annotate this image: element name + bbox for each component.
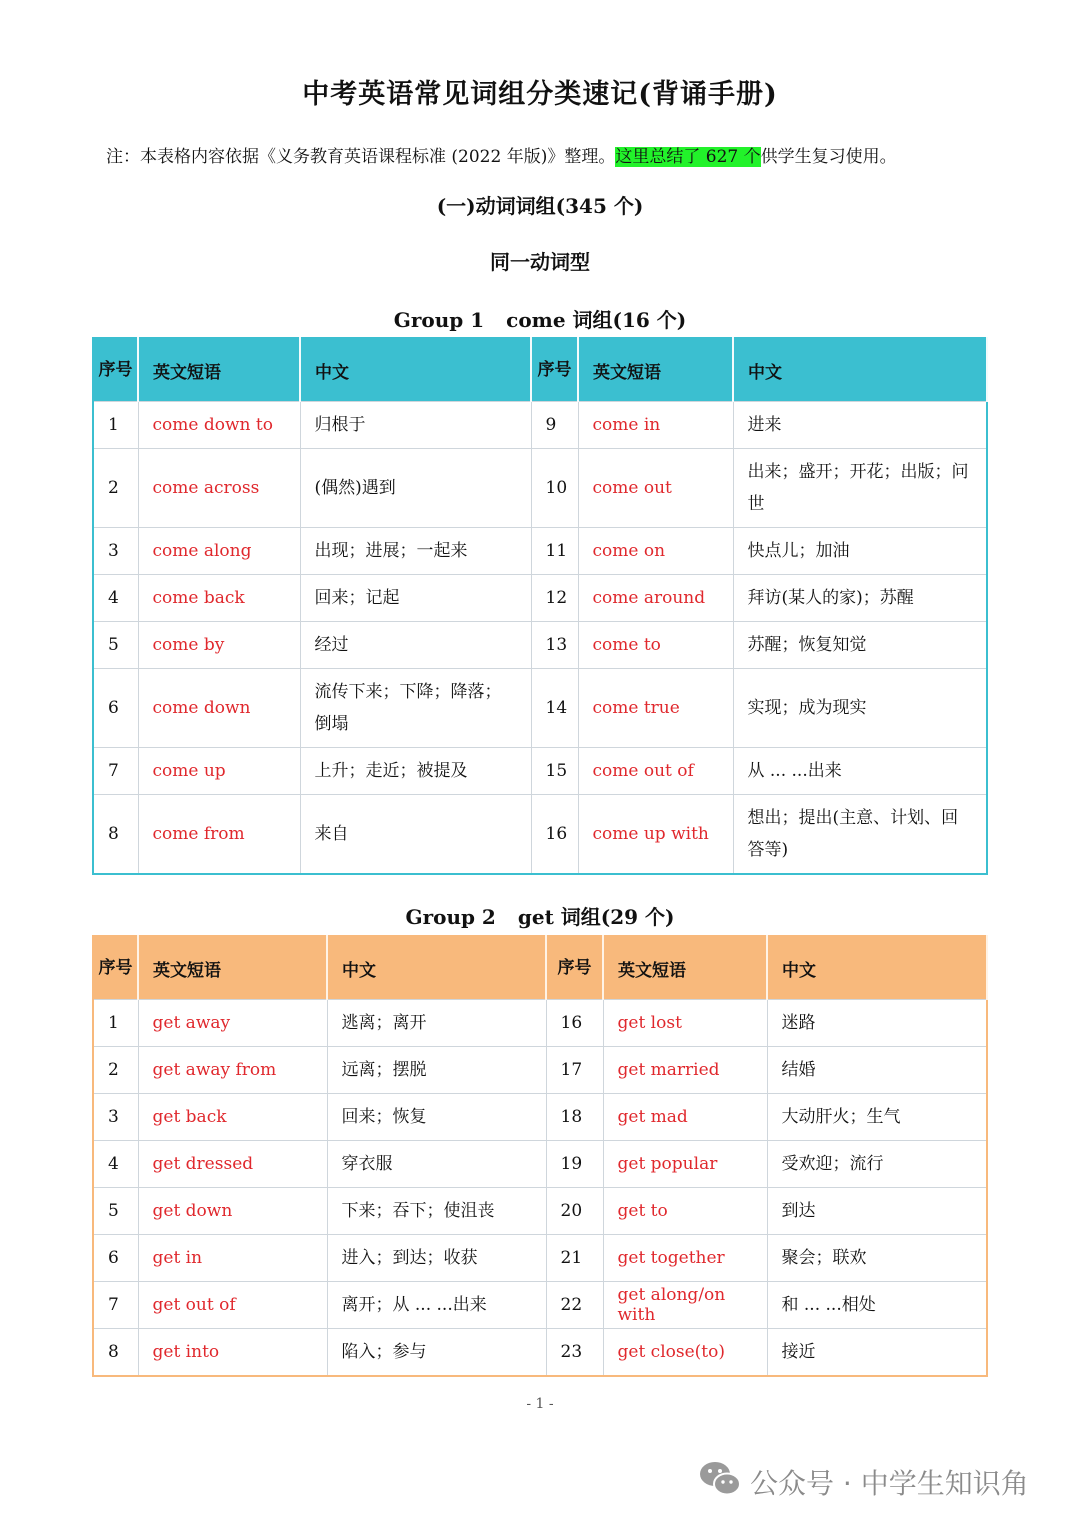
chinese-meaning: 想出；提出(主意、计划、回答等) (733, 795, 987, 874)
chinese-meaning: 迷路 (767, 1000, 987, 1047)
chinese-meaning: 结婚 (767, 1047, 987, 1094)
header-english: 英文短语 (138, 338, 300, 402)
page-number: - 1 - (526, 1396, 554, 1412)
english-phrase: get back (138, 1094, 327, 1141)
english-phrase: get close(to) (603, 1329, 767, 1376)
table-row (93, 748, 987, 795)
row-number: 4 (93, 1141, 138, 1188)
chinese-meaning: 聚会；联欢 (767, 1235, 987, 1282)
chinese-meaning: 接近 (767, 1329, 987, 1376)
group-1-title (0, 304, 1080, 333)
chinese-meaning: 实现；成为现实 (733, 669, 987, 748)
header-no: 序号 (93, 936, 138, 1000)
chinese-meaning: 从 ... ...出来 (733, 748, 987, 795)
english-phrase: get married (603, 1047, 767, 1094)
table-row (93, 449, 987, 528)
chinese-meaning: 逃离；离开 (327, 1000, 546, 1047)
chinese-meaning: 到达 (767, 1188, 987, 1235)
row-number: 6 (93, 1235, 138, 1282)
english-phrase: get lost (603, 1000, 767, 1047)
english-phrase: come to (578, 622, 733, 669)
english-phrase: get mad (603, 1094, 767, 1141)
row-number: 3 (93, 1094, 138, 1141)
wechat-icon (698, 1459, 750, 1506)
row-number: 5 (93, 622, 138, 669)
english-phrase: get away from (138, 1047, 327, 1094)
row-number: 5 (93, 1188, 138, 1235)
header-chinese: 中文 (327, 936, 546, 1000)
english-phrase: come in (578, 402, 733, 449)
chinese-meaning: 陷入；参与 (327, 1329, 546, 1376)
row-number: 13 (531, 622, 578, 669)
intro-note (106, 142, 1006, 167)
table-row (93, 575, 987, 622)
chinese-meaning: 归根于 (300, 402, 531, 449)
row-number: 14 (531, 669, 578, 748)
english-phrase: come around (578, 575, 733, 622)
chinese-meaning: 下来；吞下；使沮丧 (327, 1188, 546, 1235)
english-phrase: come down (138, 669, 300, 748)
chinese-meaning: 上升；走近；被提及 (300, 748, 531, 795)
row-number: 8 (93, 1329, 138, 1376)
table-row (93, 1047, 987, 1094)
english-phrase: come across (138, 449, 300, 528)
group-2-name: Group 2 (405, 905, 496, 929)
english-phrase: come up (138, 748, 300, 795)
table-row (93, 528, 987, 575)
table-header-row (93, 936, 987, 1000)
header-no: 序号 (93, 338, 138, 402)
chinese-meaning: 出来；盛开；开花；出版；问世 (733, 449, 987, 528)
group-2-title (0, 901, 1080, 930)
english-phrase: come along (138, 528, 300, 575)
chinese-meaning: 出现；进展；一起来 (300, 528, 531, 575)
english-phrase: come out (578, 449, 733, 528)
chinese-meaning: 穿衣服 (327, 1141, 546, 1188)
english-phrase: get popular (603, 1141, 767, 1188)
table-row (93, 1282, 987, 1329)
english-phrase: get to (603, 1188, 767, 1235)
watermark (698, 1460, 1029, 1504)
header-chinese: 中文 (300, 338, 531, 402)
header-english: 英文短语 (603, 936, 767, 1000)
row-number: 8 (93, 795, 138, 874)
group-1-subtitle: come 词组(16 个) (506, 308, 687, 332)
chinese-meaning: 快点儿；加油 (733, 528, 987, 575)
group-2-table (92, 935, 988, 1377)
row-number: 1 (93, 1000, 138, 1047)
row-number: 16 (531, 795, 578, 874)
row-number: 16 (546, 1000, 603, 1047)
header-no: 序号 (531, 338, 578, 402)
row-number: 15 (531, 748, 578, 795)
row-number: 22 (546, 1282, 603, 1329)
chinese-meaning: 流传下来；下降；降落；倒塌 (300, 669, 531, 748)
english-phrase: come back (138, 575, 300, 622)
header-no: 序号 (546, 936, 603, 1000)
row-number: 12 (531, 575, 578, 622)
english-phrase: come from (138, 795, 300, 874)
english-phrase: get into (138, 1329, 327, 1376)
group-1-name: Group 1 (393, 308, 485, 332)
row-number: 23 (546, 1329, 603, 1376)
header-english: 英文短语 (578, 338, 733, 402)
watermark-text: 公众号 · 中学生知识角 (750, 1467, 1029, 1500)
english-phrase: come by (138, 622, 300, 669)
chinese-meaning: 远离；摆脱 (327, 1047, 546, 1094)
english-phrase: get dressed (138, 1141, 327, 1188)
table-row (93, 622, 987, 669)
chinese-meaning: 经过 (300, 622, 531, 669)
chinese-meaning: 离开；从 ... ...出来 (327, 1282, 546, 1329)
english-phrase: get together (603, 1235, 767, 1282)
note-highlight: 这里总结了 627 个 (615, 147, 761, 167)
table-row (93, 669, 987, 748)
table-row (93, 1141, 987, 1188)
row-number: 7 (93, 1282, 138, 1329)
row-number: 20 (546, 1188, 603, 1235)
row-number: 2 (93, 1047, 138, 1094)
chinese-meaning: 苏醒；恢复知觉 (733, 622, 987, 669)
row-number: 7 (93, 748, 138, 795)
table-header-row (93, 338, 987, 402)
english-phrase: come true (578, 669, 733, 748)
row-number: 11 (531, 528, 578, 575)
table-row (93, 1000, 987, 1047)
chinese-meaning: 和 ... ...相处 (767, 1282, 987, 1329)
chinese-meaning: 回来；恢复 (327, 1094, 546, 1141)
header-chinese: 中文 (767, 936, 987, 1000)
row-number: 4 (93, 575, 138, 622)
english-phrase: come down to (138, 402, 300, 449)
header-chinese: 中文 (733, 338, 987, 402)
chinese-meaning: 回来；记起 (300, 575, 531, 622)
note-suffix: 供学生复习使用。 (760, 147, 897, 167)
chinese-meaning: 大动肝火；生气 (767, 1094, 987, 1141)
english-phrase: come on (578, 528, 733, 575)
english-phrase: come up with (578, 795, 733, 874)
row-number: 1 (93, 402, 138, 449)
row-number: 6 (93, 669, 138, 748)
note-prefix: 注：本表格内容依据《义务教育英语课程标准 (2022 年版)》整理。 (106, 147, 616, 167)
row-number: 18 (546, 1094, 603, 1141)
page-title: 中考英语常见词组分类速记(背诵手册) (302, 79, 778, 110)
row-number: 17 (546, 1047, 603, 1094)
row-number: 21 (546, 1235, 603, 1282)
chinese-meaning: 进来 (733, 402, 987, 449)
chinese-meaning: (偶然)遇到 (300, 449, 531, 528)
chinese-meaning: 拜访(某人的家)；苏醒 (733, 575, 987, 622)
english-phrase: get down (138, 1188, 327, 1235)
header-english: 英文短语 (138, 936, 327, 1000)
english-phrase: get in (138, 1235, 327, 1282)
group-1-table (92, 337, 988, 875)
chinese-meaning: 来自 (300, 795, 531, 874)
english-phrase: get out of (138, 1282, 327, 1329)
table-row (93, 1235, 987, 1282)
row-number: 3 (93, 528, 138, 575)
chinese-meaning: 受欢迎；流行 (767, 1141, 987, 1188)
group-2-subtitle: get 词组(29 个) (517, 905, 675, 929)
row-number: 9 (531, 402, 578, 449)
english-phrase: get along/on with (603, 1282, 767, 1329)
table-row (93, 402, 987, 449)
row-number: 2 (93, 449, 138, 528)
table-row (93, 1094, 987, 1141)
table-row (93, 795, 987, 874)
table-row (93, 1329, 987, 1376)
subsection-heading: 同一动词型 (490, 250, 590, 274)
section-heading: (一)动词词组(345 个) (436, 194, 644, 218)
english-phrase: come out of (578, 748, 733, 795)
row-number: 10 (531, 449, 578, 528)
chinese-meaning: 进入；到达；收获 (327, 1235, 546, 1282)
table-row (93, 1188, 987, 1235)
english-phrase: get away (138, 1000, 327, 1047)
row-number: 19 (546, 1141, 603, 1188)
